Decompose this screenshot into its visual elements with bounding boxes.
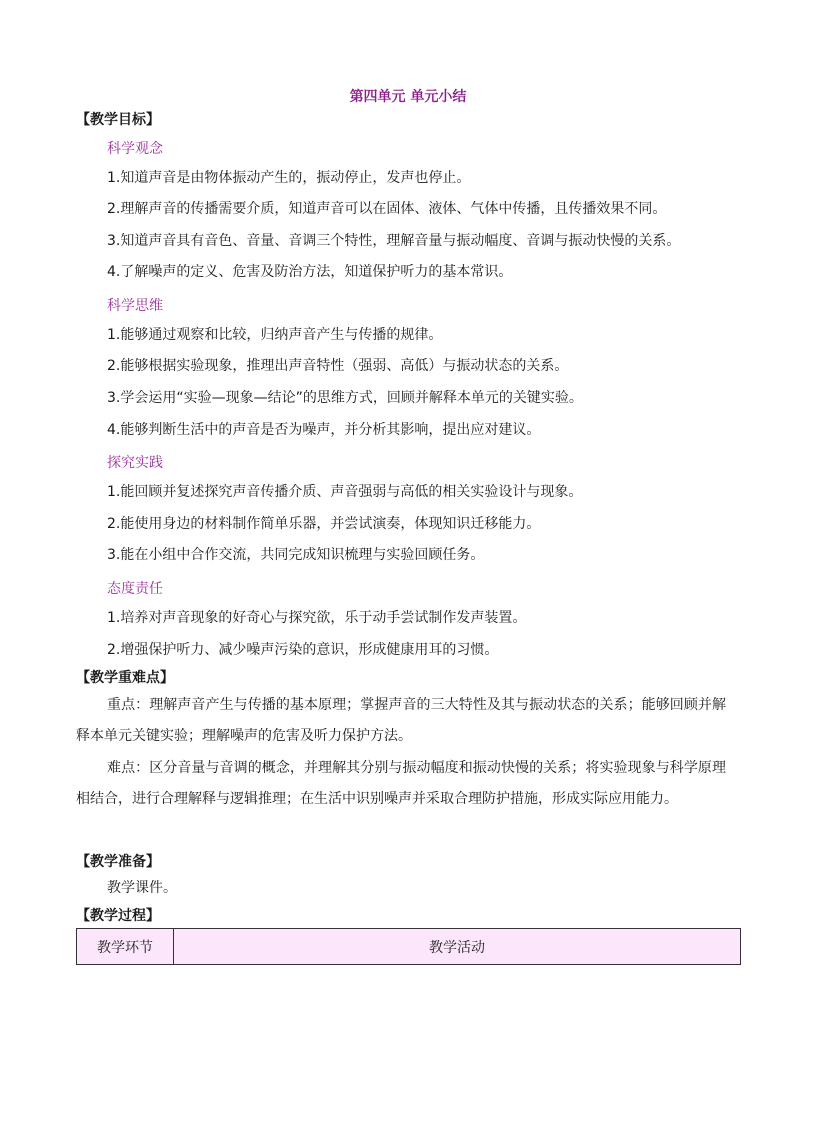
key-points-paragraph: 重点：理解声音产生与传播的基本原理；掌握声音的三大特性及其与振动状态的关系；能够回顾并解释本单元关键实验；理解噪声的危害及听力保护方法。 bbox=[76, 697, 726, 744]
concept-item-2: 2.理解声音的传播需要介质，知道声音可以在固体、液体、气体中传播，且传播效果不同。 bbox=[107, 201, 667, 217]
practice-item-3: 3.能在小组中合作交流，共同完成知识梳理与实验回顾任务。 bbox=[107, 547, 485, 563]
practice-item-1: 1.能回顾并复述探究声音传播介质、声音强弱与高低的相关实验设计与现象。 bbox=[107, 484, 583, 500]
practice-heading: 探究实践 bbox=[107, 455, 163, 471]
table-header-stage: 教学环节 bbox=[77, 929, 174, 965]
concept-heading: 科学观念 bbox=[107, 141, 163, 157]
section-preparation-heading: 【教学准备】 bbox=[76, 854, 160, 870]
attitude-item-1: 1.培养对声音现象的好奇心与探究欲，乐于动手尝试制作发声装置。 bbox=[107, 610, 527, 626]
attitude-item-2: 2.增强保护听力、减少噪声污染的意识，形成健康用耳的习惯。 bbox=[107, 642, 499, 658]
thinking-item-1: 1.能够通过观察和比较，归纳声音产生与传播的规律。 bbox=[107, 327, 443, 343]
table-header-activity: 教学活动 bbox=[174, 929, 741, 965]
attitude-heading: 态度责任 bbox=[107, 581, 163, 597]
concept-item-4: 4.了解噪声的定义、危害及防治方法，知道保护听力的基本常识。 bbox=[107, 264, 513, 280]
thinking-item-4: 4.能够判断生活中的声音是否为噪声，并分析其影响，提出应对建议。 bbox=[107, 422, 541, 438]
practice-item-2: 2.能使用身边的材料制作简单乐器，并尝试演奏，体现知识迁移能力。 bbox=[107, 516, 541, 532]
concept-item-3: 3.知道声音具有音色、音量、音调三个特性，理解音量与振动幅度、音调与振动快慢的关系。 bbox=[107, 233, 681, 249]
preparation-text: 教学课件。 bbox=[107, 880, 177, 896]
section-process-heading: 【教学过程】 bbox=[76, 908, 160, 924]
table-header-row bbox=[77, 929, 741, 965]
thinking-item-3: 3.学会运用“实验—现象—结论”的思维方式，回顾并解释本单元的关键实验。 bbox=[107, 390, 583, 406]
section-objectives-heading: 【教学目标】 bbox=[76, 112, 160, 128]
page-title: 第四单元 单元小结 bbox=[349, 89, 467, 105]
process-table bbox=[76, 928, 741, 965]
thinking-item-2: 2.能够根据实验现象，推理出声音特性（强弱、高低）与振动状态的关系。 bbox=[107, 358, 569, 374]
thinking-heading: 科学思维 bbox=[107, 298, 163, 314]
difficulty-paragraph: 难点：区分音量与音调的概念，并理解其分别与振动幅度和振动快慢的关系；将实验现象与科学原理相结合，进行合理解释与逻辑推理；在生活中识别噪声并采取合理防护措施，形成实际应用能力。 bbox=[76, 760, 726, 807]
section-keypoints-heading: 【教学重难点】 bbox=[76, 670, 174, 686]
concept-item-1: 1.知道声音是由物体振动产生的，振动停止，发声也停止。 bbox=[107, 170, 471, 186]
